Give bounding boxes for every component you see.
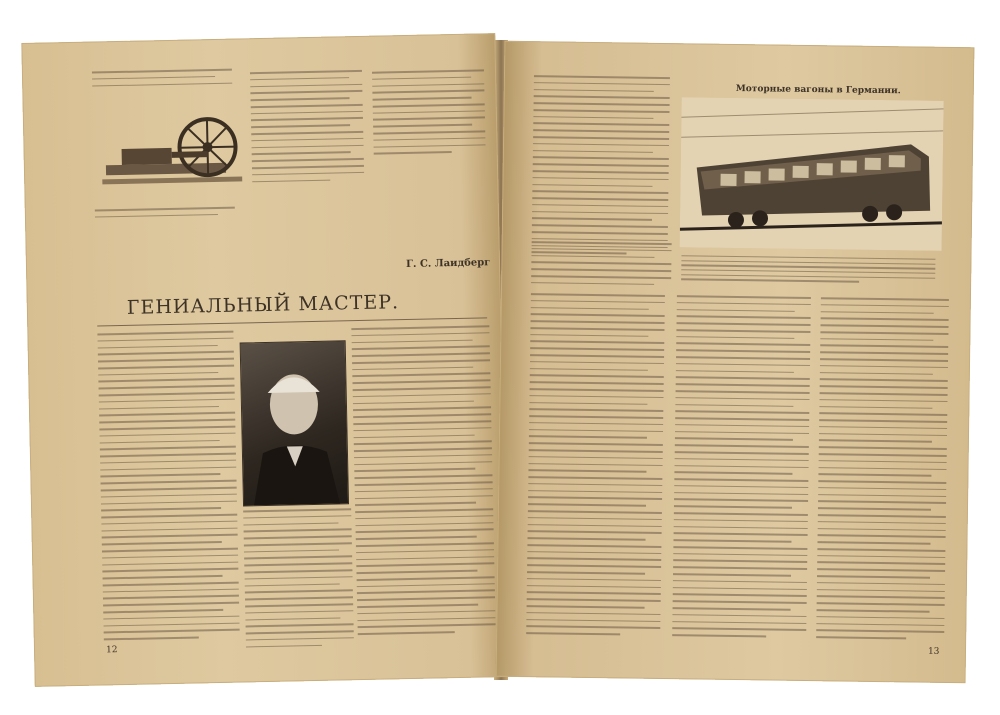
text-column-body-left bbox=[526, 293, 665, 641]
text-column-mid-left bbox=[531, 241, 672, 290]
text-column-top-left bbox=[531, 75, 670, 260]
text-column-body-middle bbox=[243, 508, 354, 653]
figure-title: Моторные вагоны в Германии. bbox=[735, 83, 901, 97]
text-column-body-right bbox=[816, 297, 949, 645]
article-signature: Г. С. Лаидберг bbox=[405, 257, 491, 271]
text-column-body-left bbox=[97, 331, 240, 646]
figure-caption bbox=[681, 255, 935, 287]
portrait-figure bbox=[241, 341, 348, 505]
portrait-photo bbox=[240, 340, 349, 506]
page-number-left: 12 bbox=[105, 645, 118, 656]
text-column-body-middle bbox=[672, 295, 811, 643]
text-column-top-left bbox=[92, 69, 232, 92]
page-number-right: 13 bbox=[927, 646, 940, 657]
text-column-left-below-figure bbox=[95, 207, 235, 223]
text-column-top-middle bbox=[250, 70, 364, 188]
right-page bbox=[496, 41, 975, 684]
text-column-top-right bbox=[372, 69, 486, 159]
text-column-body-right bbox=[351, 325, 496, 640]
article-headline: ГЕНИАЛЬНЫЙ МАСТЕР. bbox=[126, 291, 400, 319]
left-page bbox=[21, 33, 508, 687]
subtitle-rule bbox=[97, 317, 487, 326]
engine-illustration bbox=[101, 106, 251, 201]
railcar-illustration bbox=[680, 97, 944, 251]
